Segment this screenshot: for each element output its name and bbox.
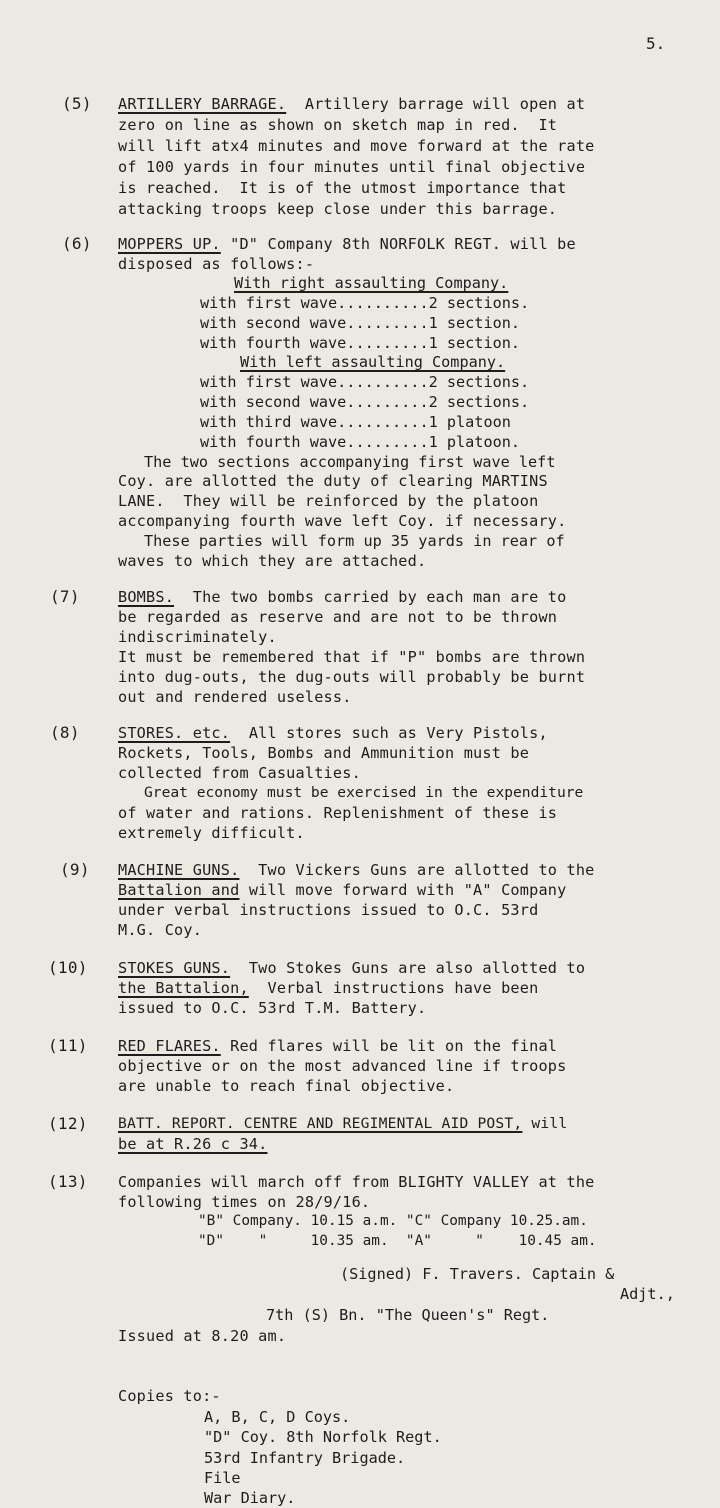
- stores-line-1: STORES. etc. All stores such as Very Pistols,: [118, 724, 548, 742]
- section-number-5: (5): [62, 94, 92, 113]
- artillery-barrage-line-6: attacking troops keep close under this barrage.: [118, 200, 558, 218]
- left-company-heading: With left assaulting Company.: [240, 353, 506, 371]
- artillery-barrage-line-3: will lift atx4 minutes and move forward at the rate: [118, 137, 595, 155]
- signature-line-2: Adjt.,: [620, 1285, 675, 1303]
- red-flares-heading: RED FLARES.: [118, 1037, 221, 1055]
- section-number-10: (10): [48, 958, 88, 977]
- march-times-row-1: "B" Company. 10.15 a.m. "C" Company 10.25.am.: [198, 1213, 588, 1229]
- report-centre-line-1: BATT. REPORT. CENTRE AND REGIMENTAL AID POST, will: [118, 1115, 568, 1132]
- stores-line-3: collected from Casualties.: [118, 764, 361, 782]
- stokes-guns-heading: STOKES GUNS.: [118, 959, 231, 977]
- machine-guns-line-3: under verbal instructions issued to O.C. 53rd: [118, 901, 539, 919]
- moppers-para-line-2: Coy. are allotted the duty of clearing MARTINS: [118, 472, 548, 490]
- bombs-line-1: BOMBS. The two bombs carried by each man are to: [118, 588, 567, 606]
- report-centre-line-2: be at R.26 c 34.: [118, 1135, 268, 1153]
- left-third-wave: with third wave..........1 platoon: [200, 413, 511, 431]
- copy-recipient: File: [204, 1469, 241, 1487]
- section-number-11: (11): [48, 1036, 88, 1055]
- bombs-line-2: be regarded as reserve and are not to be thrown: [118, 608, 558, 626]
- stores-line-6: extremely difficult.: [118, 824, 305, 842]
- march-times-row-2: "D" " 10.35 am. "A" " 10.45 am.: [198, 1233, 597, 1249]
- artillery-barrage-line-1: ARTILLERY BARRAGE. Artillery barrage will open at: [118, 95, 586, 113]
- right-fourth-wave: with fourth wave.........1 section.: [200, 334, 521, 352]
- stores-line-2: Rockets, Tools, Bombs and Ammunition must be: [118, 744, 530, 762]
- left-first-wave: with first wave..........2 sections.: [200, 373, 530, 391]
- artillery-barrage-line-5: is reached. It is of the utmost importance that: [118, 179, 567, 197]
- copy-recipient: War Diary.: [204, 1489, 296, 1507]
- signature-line-3: 7th (S) Bn. "The Queen's" Regt.: [266, 1306, 550, 1324]
- issued-time: Issued at 8.20 am.: [118, 1327, 287, 1345]
- stores-line-4: Great economy must be exercised in the expenditure: [144, 784, 584, 801]
- moppers-para-line-6: waves to which they are attached.: [118, 552, 427, 570]
- section-number-9: (9): [60, 860, 90, 879]
- march-off-line-1: Companies will march off from BLIGHTY VALLEY at the: [118, 1173, 595, 1191]
- section-number-8: (8): [50, 723, 80, 742]
- artillery-barrage-line-4: of 100 yards in four minutes until final objective: [118, 158, 586, 176]
- stokes-guns-line-3: issued to O.C. 53rd T.M. Battery.: [118, 999, 427, 1017]
- stores-line-5: of water and rations. Replenishment of these is: [118, 804, 558, 822]
- bombs-heading: BOMBS.: [118, 588, 175, 606]
- march-off-line-2: following times on 28/9/16.: [118, 1193, 371, 1211]
- moppers-para-line-1: The two sections accompanying first wave left: [144, 453, 556, 471]
- bombs-line-6: out and rendered useless.: [118, 688, 352, 706]
- machine-guns-line-1: MACHINE GUNS. Two Vickers Guns are allotted to the: [118, 861, 595, 879]
- moppers-up-line-2: disposed as follows:-: [118, 255, 315, 273]
- moppers-up-line-1: MOPPERS UP. "D" Company 8th NORFOLK REGT. will be: [118, 235, 576, 253]
- bombs-line-3: indiscriminately.: [118, 628, 277, 646]
- left-fourth-wave: with fourth wave.........1 platoon.: [200, 433, 521, 451]
- page-number: 5.: [646, 34, 666, 53]
- section-number-7: (7): [50, 587, 80, 606]
- stokes-guns-line-2: the Battalion, Verbal instructions have been: [118, 979, 539, 997]
- right-company-heading: With right assaulting Company.: [234, 274, 509, 292]
- section-number-6: (6): [62, 234, 92, 253]
- bombs-line-5: into dug-outs, the dug-outs will probably be burnt: [118, 668, 586, 686]
- stokes-guns-line-1: STOKES GUNS. Two Stokes Guns are also allotted to: [118, 959, 586, 977]
- moppers-up-heading: MOPPERS UP.: [118, 235, 221, 253]
- right-second-wave: with second wave.........1 section.: [200, 314, 521, 332]
- copy-recipient: 53rd Infantry Brigade.: [204, 1449, 406, 1467]
- moppers-para-line-3: LANE. They will be reinforced by the platoon: [118, 492, 539, 510]
- moppers-para-line-4: accompanying fourth wave left Coy. if necessary.: [118, 512, 567, 530]
- moppers-para-line-5: These parties will form up 35 yards in rear of: [144, 532, 565, 550]
- signature-line-1: (Signed) F. Travers. Captain &: [340, 1265, 615, 1283]
- left-second-wave: with second wave.........2 sections.: [200, 393, 530, 411]
- machine-guns-line-4: M.G. Coy.: [118, 921, 203, 939]
- red-flares-line-1: RED FLARES. Red flares will be lit on the final: [118, 1037, 558, 1055]
- section-number-12: (12): [48, 1114, 88, 1133]
- red-flares-line-2: objective or on the most advanced line if troops: [118, 1057, 567, 1075]
- copies-heading: Copies to:-: [118, 1387, 221, 1405]
- copy-recipient: A, B, C, D Coys.: [204, 1408, 351, 1426]
- right-first-wave: with first wave..........2 sections.: [200, 294, 530, 312]
- machine-guns-heading: MACHINE GUNS.: [118, 861, 240, 879]
- red-flares-line-3: are unable to reach final objective.: [118, 1077, 455, 1095]
- copy-recipient: "D" Coy. 8th Norfolk Regt.: [204, 1428, 442, 1446]
- artillery-barrage-heading: ARTILLERY BARRAGE.: [118, 95, 287, 113]
- stores-heading: STORES. etc.: [118, 724, 231, 742]
- report-centre-heading: BATT. REPORT. CENTRE AND REGIMENTAL AID POST,: [118, 1115, 523, 1132]
- artillery-barrage-line-2: zero on line as shown on sketch map in red. It: [118, 116, 558, 134]
- section-number-13: (13): [48, 1172, 88, 1191]
- machine-guns-line-2: Battalion and will move forward with "A" Company: [118, 881, 567, 899]
- bombs-line-4: It must be remembered that if "P" bombs are thrown: [118, 648, 586, 666]
